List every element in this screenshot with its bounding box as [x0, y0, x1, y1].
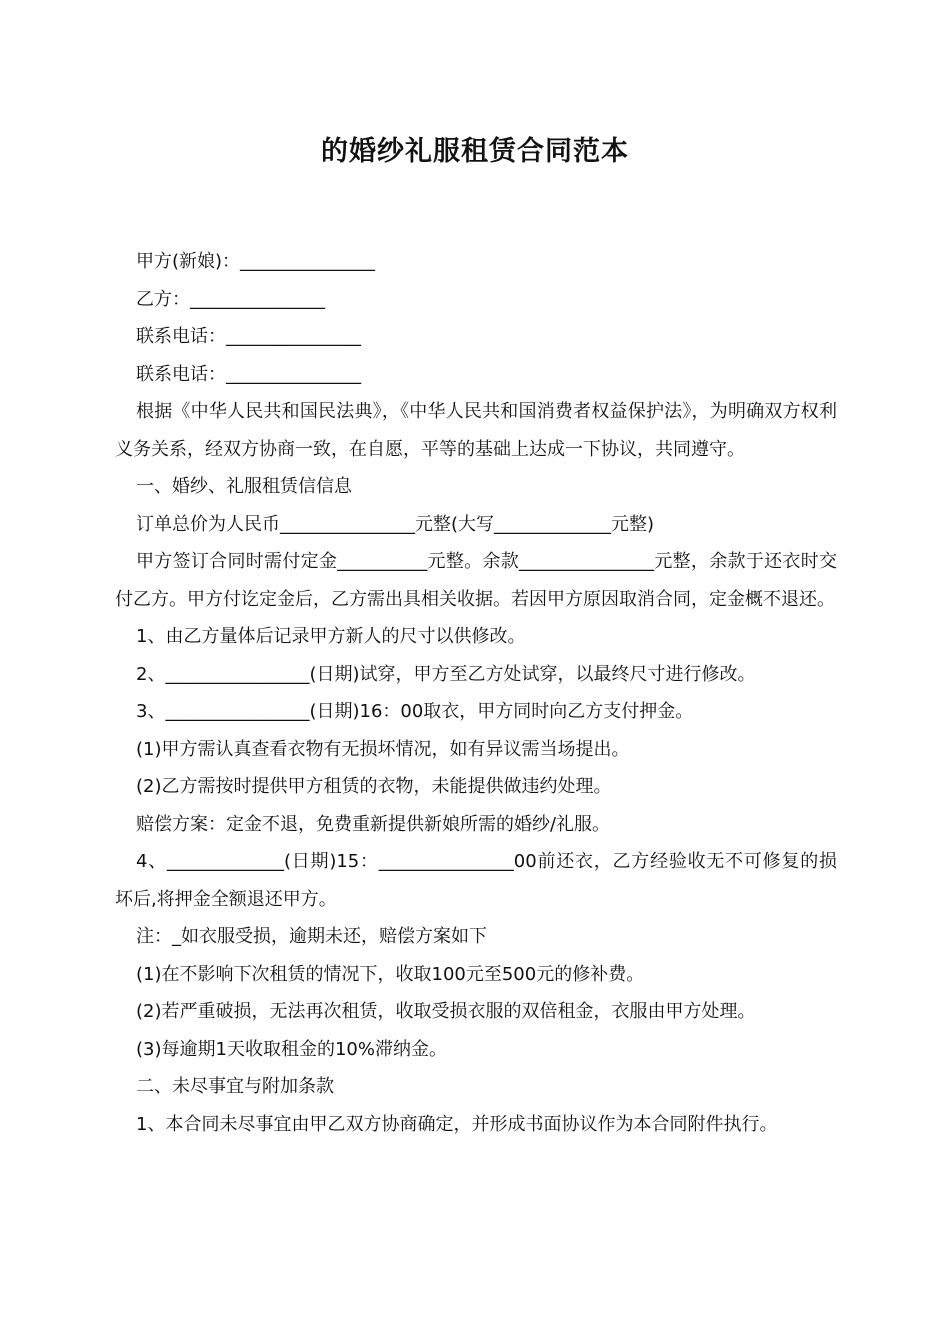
clause-item: 4、_____________(日期)15：_______________00前还衣，乙方经验收无不可修复的损坏后,将押金全额退还甲方。 [115, 851, 837, 910]
sub-clause-item: (2)乙方需按时提供甲方租赁的衣物，未能提供做违约处理。 [136, 776, 612, 797]
sub-clause-item: (3)每逾期1天收取租金的10%滞纳金。 [136, 1038, 447, 1060]
clause-item: 1、由乙方量体后记录甲方新人的尺寸以供修改。 [136, 626, 526, 647]
contact-phone-line: 联系电话：_______________ [136, 326, 361, 347]
document-title: 的婚纱礼服租赁合同范本 [321, 136, 629, 167]
section-heading: 二、未尽事宜与附加条款 [136, 1076, 334, 1097]
sub-clause-item: (1)在不影响下次租赁的情况下，收取100元至500元的修补费。 [136, 963, 645, 985]
preamble-paragraph: 根据《中华人民共和国民法典》，《中华人民共和国消费者权益保护法》，为明确双方权利义务关系，经双方协商一致，在自愿，平等的基础上达成一下协议，共同遵守。 [115, 401, 837, 460]
clause-item: 1、本合同未尽事宜由甲乙双方协商确定，并形成书面协议作为本合同附件执行。 [136, 1113, 778, 1135]
party-b-line: 乙方：_______________ [136, 288, 325, 310]
order-total-line: 订单总价为人民币_______________元整(大写_____________元整) [136, 513, 655, 535]
document-body [115, 243, 837, 1143]
party-a-line: 甲方(新娘)：_______________ [136, 251, 376, 272]
sub-clause-item: (2)若严重破损，无法再次租赁，收取受损衣服的双倍租金，衣服由甲方处理。 [136, 1001, 756, 1022]
deposit-paragraph: 甲方签订合同时需付定金__________元整。余款_______________元整，余款于还衣时交付乙方。甲方付讫定金后，乙方需出具相关收据。若因甲方原因取消合同，定金概不退还。 [115, 551, 837, 610]
note-line: 注：_如衣服受损，逾期未还，赔偿方案如下 [136, 926, 487, 947]
sub-clause-item: (1)甲方需认真查看衣物有无损坏情况，如有异议需当场提出。 [136, 738, 630, 760]
section-heading: 一、婚纱、礼服租赁信信息 [136, 476, 352, 497]
compensation-line: 赔偿方案：定金不退，免费重新提供新娘所需的婚纱/礼服。 [136, 813, 611, 835]
contact-phone-line: 联系电话：_______________ [136, 363, 361, 385]
clause-item: 2、________________(日期)试穿，甲方至乙方处试穿，以最终尺寸进行修改。 [136, 663, 756, 685]
clause-item: 3、________________(日期)16：00取衣，甲方同时向乙方支付押金。 [136, 701, 694, 722]
